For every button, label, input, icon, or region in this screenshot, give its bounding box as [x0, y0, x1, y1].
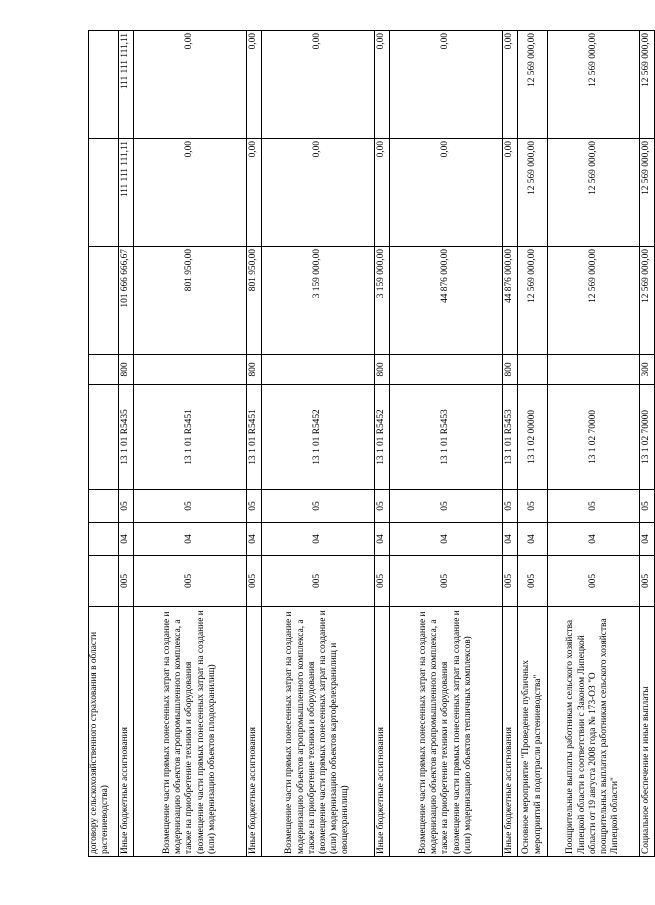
rotated-table-container	[88, 31, 652, 857]
expense-type-cell	[134, 355, 247, 385]
amount-year3-cell: 0,00	[262, 31, 375, 139]
target-article-cell: 13 1 01 R5451	[134, 385, 247, 490]
ministry-code-cell: 005	[134, 556, 247, 607]
target-article-cell: 13 1 02 70000	[640, 385, 655, 490]
table-row	[247, 31, 262, 857]
target-article-cell: 13 1 01 R5453	[390, 385, 503, 490]
subsection-code-cell: 05	[262, 490, 375, 523]
amount-year3-cell: 0,00	[247, 31, 262, 139]
amount-year1-cell: 3 159 000,00	[262, 247, 375, 355]
ministry-code-cell: 005	[247, 556, 262, 607]
amount-year2-cell	[89, 139, 119, 247]
section-code-cell: 04	[548, 523, 640, 556]
row-name-cell: Возмещение части прямых понесенных затрат на создание и модернизацию объектов агропромышленного комплекса, а также на приобретение техники и оборудования (возмещение части прямых понесенных затрат на создание и (или) модернизацию объектов плодохранилищ)	[134, 607, 247, 857]
subsection-code-cell: 05	[134, 490, 247, 523]
ministry-code-cell: 005	[640, 556, 655, 607]
amount-year3-cell: 0,00	[134, 31, 247, 139]
table-row	[518, 31, 548, 857]
subsection-code-cell: 05	[548, 490, 640, 523]
amount-year2-cell: 0,00	[247, 139, 262, 247]
amount-year3-cell	[89, 31, 119, 139]
row-name-cell: Иные бюджетные ассигнования	[247, 607, 262, 857]
ministry-code-cell: 005	[375, 556, 390, 607]
amount-year2-cell: 12 569 000,00	[640, 139, 655, 247]
subsection-code-cell: 05	[375, 490, 390, 523]
amount-year3-cell: 12 569 000,00	[518, 31, 548, 139]
subsection-code-cell: 05	[640, 490, 655, 523]
amount-year2-cell: 0,00	[134, 139, 247, 247]
row-name-cell: Иные бюджетные ассигнования	[503, 607, 518, 857]
target-article-cell: 13 1 02 00000	[518, 385, 548, 490]
amount-year1-cell	[89, 247, 119, 355]
amount-year1-cell: 44 876 000,00	[503, 247, 518, 355]
amount-year3-cell: 12 569 000,00	[548, 31, 640, 139]
expense-type-cell	[518, 355, 548, 385]
ministry-code-cell: 005	[119, 556, 134, 607]
expense-type-cell	[548, 355, 640, 385]
ministry-code-cell: 005	[390, 556, 503, 607]
amount-year3-cell: 111 111 111,11	[119, 31, 134, 139]
row-name-cell: Возмещение части прямых понесенных затрат на создание и модернизацию объектов агропромышленного комплекса, а также на приобретение техники и оборудования (возмещение части прямых понесенных затрат на создание и (или) модернизацию объектов тепличных комплексов)	[390, 607, 503, 857]
row-name-cell: договору сельскохозяйственного страхования в области растениеводства)	[89, 607, 119, 857]
amount-year2-cell: 111 111 111,11	[119, 139, 134, 247]
table-row	[262, 31, 375, 857]
table-row	[375, 31, 390, 857]
amount-year2-cell: 0,00	[503, 139, 518, 247]
subsection-code-cell: 05	[247, 490, 262, 523]
ministry-code-cell: 005	[518, 556, 548, 607]
subsection-code-cell: 05	[390, 490, 503, 523]
amount-year1-cell: 12 569 000,00	[640, 247, 655, 355]
section-code-cell: 04	[503, 523, 518, 556]
section-code-cell: 04	[247, 523, 262, 556]
expense-type-cell: 300	[640, 355, 655, 385]
row-name-cell: Возмещение части прямых понесенных затрат на создание и модернизацию объектов агропромышленного комплекса, а также на приобретение техники и оборудования (возмещение части прямых понесенных затрат на создание и (или) модернизацию объектов картофелехранилищ и овощехранилищ)	[262, 607, 375, 857]
subsection-code-cell: 05	[518, 490, 548, 523]
expense-type-cell: 800	[247, 355, 262, 385]
section-code-cell: 04	[134, 523, 247, 556]
amount-year2-cell: 12 569 000,00	[518, 139, 548, 247]
amount-year1-cell: 44 876 000,00	[390, 247, 503, 355]
amount-year2-cell: 0,00	[390, 139, 503, 247]
ministry-code-cell	[89, 556, 119, 607]
expense-type-cell: 800	[375, 355, 390, 385]
table-row	[503, 31, 518, 857]
target-article-cell	[89, 385, 119, 490]
table-row	[119, 31, 134, 857]
amount-year3-cell: 0,00	[375, 31, 390, 139]
subsection-code-cell	[89, 490, 119, 523]
table-row	[390, 31, 503, 857]
amount-year2-cell: 12 569 000,00	[548, 139, 640, 247]
row-name-cell: Основное мероприятие "Проведение публичных мероприятий в подотрасли растениеводства"	[518, 607, 548, 857]
ministry-code-cell: 005	[262, 556, 375, 607]
table-body	[89, 31, 655, 857]
amount-year1-cell: 12 569 000,00	[548, 247, 640, 355]
table-row	[548, 31, 640, 857]
amount-year1-cell: 801 950,00	[247, 247, 262, 355]
ministry-code-cell: 005	[548, 556, 640, 607]
row-name-cell: Иные бюджетные ассигнования	[375, 607, 390, 857]
subsection-code-cell: 05	[503, 490, 518, 523]
amount-year2-cell: 0,00	[262, 139, 375, 247]
target-article-cell: 13 1 02 70000	[548, 385, 640, 490]
target-article-cell: 13 1 01 R5451	[247, 385, 262, 490]
table-row	[640, 31, 655, 857]
amount-year1-cell: 801 950,00	[134, 247, 247, 355]
target-article-cell: 13 1 01 R5452	[375, 385, 390, 490]
section-code-cell: 04	[375, 523, 390, 556]
expense-type-cell	[390, 355, 503, 385]
target-article-cell: 13 1 01 R5452	[262, 385, 375, 490]
row-name-cell: Социальное обеспечение и иные выплаты	[640, 607, 655, 857]
row-name-cell: Поощрительные выплаты работникам сельского хозяйства Липецкой области в соответствии с Законом Липецкой области от 19 августа 2008 года № 173-ОЗ "О поощрительных выплатах работникам сельского хозяйства Липецкой области"	[548, 607, 640, 857]
amount-year1-cell: 101 666 666,67	[119, 247, 134, 355]
expense-type-cell	[89, 355, 119, 385]
amount-year2-cell: 0,00	[375, 139, 390, 247]
section-code-cell: 04	[640, 523, 655, 556]
subsection-code-cell: 05	[119, 490, 134, 523]
amount-year3-cell: 0,00	[503, 31, 518, 139]
target-article-cell: 13 1 01 R5435	[119, 385, 134, 490]
row-name-cell: Иные бюджетные ассигнования	[119, 607, 134, 857]
ministry-code-cell: 005	[503, 556, 518, 607]
section-code-cell: 04	[390, 523, 503, 556]
amount-year3-cell: 12 569 000,00	[640, 31, 655, 139]
expense-type-cell: 800	[503, 355, 518, 385]
target-article-cell: 13 1 01 R5453	[503, 385, 518, 490]
amount-year1-cell: 12 569 000,00	[518, 247, 548, 355]
section-code-cell	[89, 523, 119, 556]
section-code-cell: 04	[262, 523, 375, 556]
table-row	[89, 31, 119, 857]
budget-table	[88, 30, 655, 857]
expense-type-cell: 800	[119, 355, 134, 385]
table-row	[134, 31, 247, 857]
expense-type-cell	[262, 355, 375, 385]
amount-year3-cell: 0,00	[390, 31, 503, 139]
amount-year1-cell: 3 159 000,00	[375, 247, 390, 355]
section-code-cell: 04	[518, 523, 548, 556]
section-code-cell: 04	[119, 523, 134, 556]
